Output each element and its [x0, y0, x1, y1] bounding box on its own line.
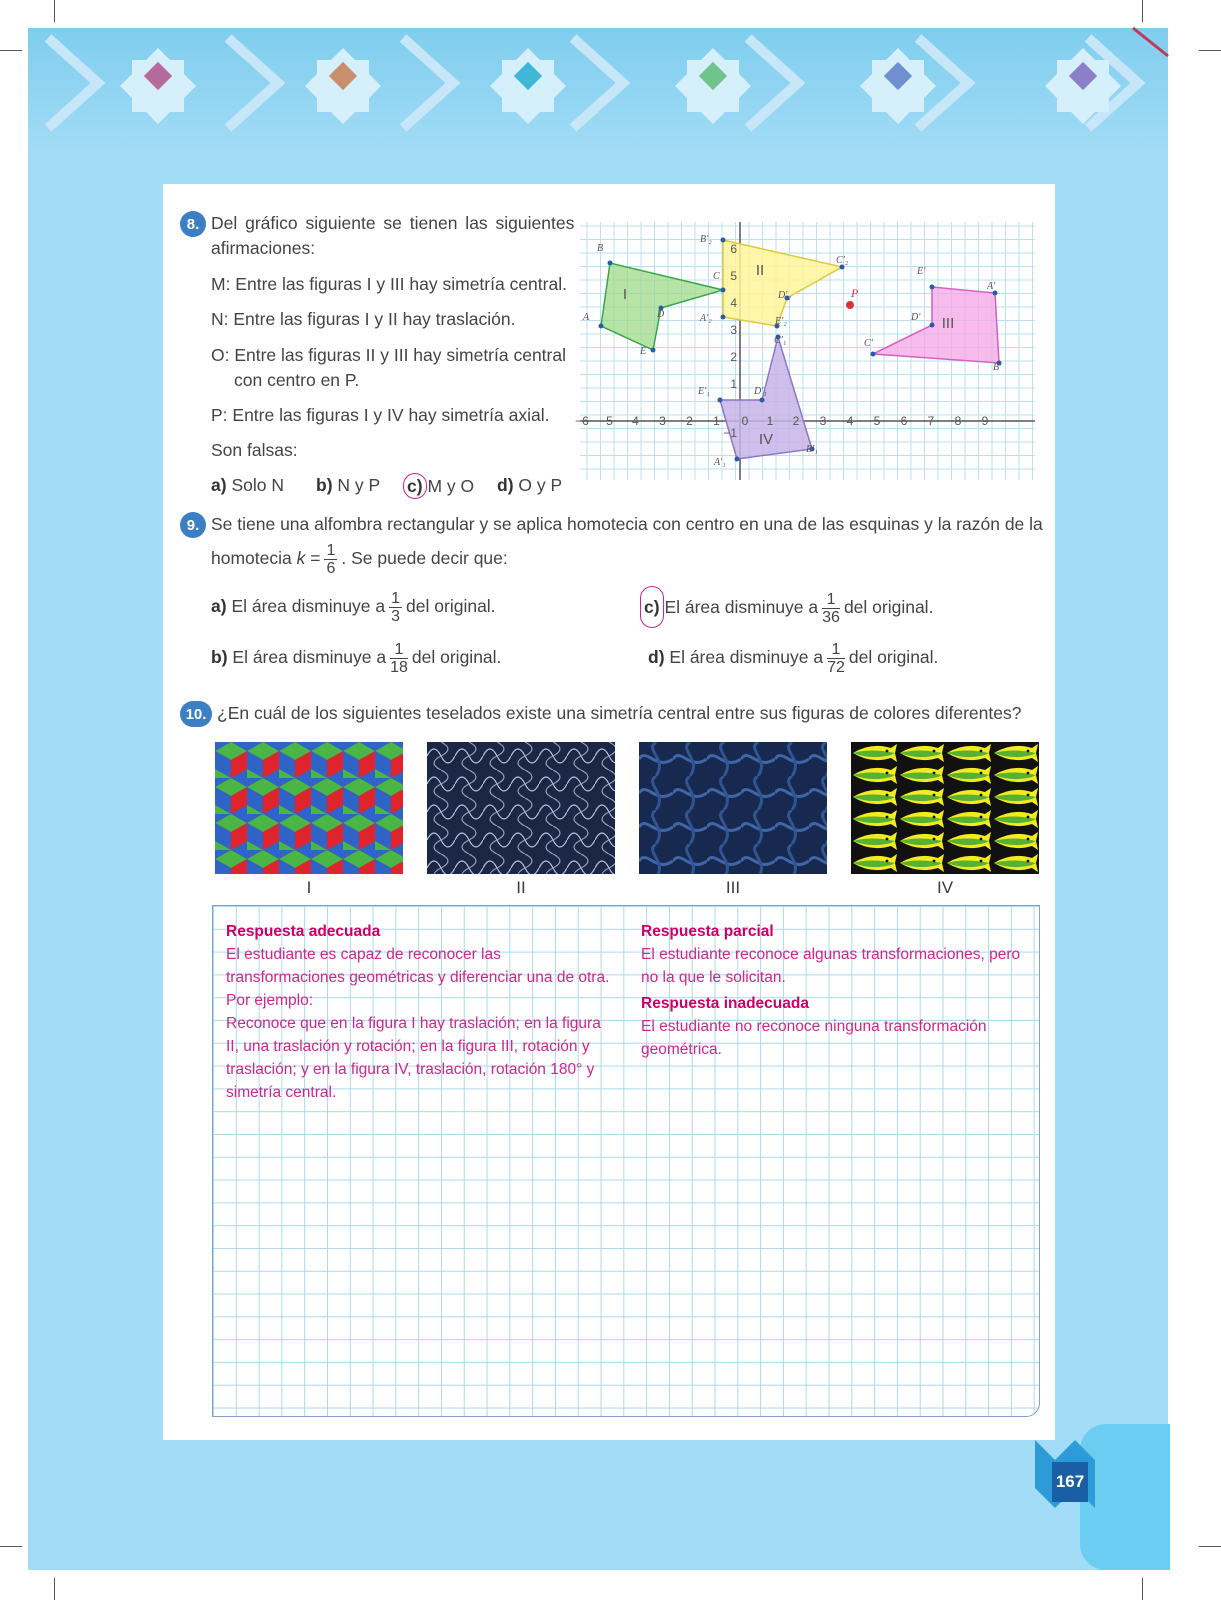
- question-10-text: ¿En cuál de los siguientes teselados existe una simetría central entre sus figuras de colores diferentes?: [217, 703, 1022, 723]
- q9-option-a[interactable]: a) El área disminuye a $\frac{1}{3}$ del original.: [211, 589, 496, 625]
- point-label: B'₁: [806, 444, 818, 455]
- statement-n: N: Entre las figuras I y II hay traslación.: [211, 309, 516, 329]
- page-number: 167: [1052, 1462, 1088, 1502]
- x-tick-label: 8: [954, 414, 962, 428]
- point-label: A': [987, 281, 996, 292]
- rubric-line: II, una traslación y rotación; en la figura III, rotación y: [226, 1038, 590, 1055]
- question-9-number: 9.: [180, 512, 206, 538]
- x-tick-label: −6: [575, 414, 589, 428]
- y-tick-label: 1: [730, 377, 737, 391]
- point-label: A'₁: [714, 457, 726, 468]
- question-9-line1: Se tiene una alfombra rectangular y se aplica homotecia con centro en una de las esquinas y la razón de la: [211, 514, 1043, 534]
- answer-circle: c): [403, 473, 427, 499]
- x-tick-label: 1: [766, 414, 774, 428]
- figure-label-ii: II: [755, 262, 765, 279]
- tessellation-caption-ii: II: [516, 878, 526, 897]
- rubric-line: Reconoce que en la figura I hay traslación; en la figura: [226, 1015, 601, 1032]
- crop-mark: [1199, 50, 1221, 51]
- statement-p: P: Entre las figuras I y IV hay simetría axial.: [211, 405, 550, 425]
- point-label: B: [597, 243, 604, 254]
- tessellation-caption-iv: IV: [936, 878, 954, 897]
- rubric-line: El estudiante es capaz de reconocer las: [226, 946, 501, 963]
- answer-circle: c): [640, 586, 664, 628]
- tessellation-iv[interactable]: [851, 742, 1039, 874]
- point-label: C': [864, 338, 873, 349]
- x-tick-label: −3: [652, 414, 666, 428]
- crop-mark: [1199, 1546, 1221, 1547]
- tessellation-caption-i: I: [306, 878, 312, 897]
- coordinate-graph: [575, 222, 1035, 480]
- q8-option-b[interactable]: b) N y P: [316, 475, 381, 495]
- x-tick-label: 3: [819, 414, 827, 428]
- point-label: E'₂: [775, 316, 787, 327]
- point-label: C'₂: [836, 255, 849, 266]
- point-label: C'₁: [774, 335, 787, 346]
- point-label: C: [713, 271, 720, 282]
- x-tick-label: 2: [792, 414, 800, 428]
- statement-o-cont: con centro en P.: [234, 370, 360, 390]
- crop-mark: [1142, 1578, 1143, 1600]
- crop-mark: [0, 50, 22, 51]
- point-label: B': [993, 362, 1002, 373]
- statement-o: O: Entre las figuras II y III hay simetría central: [211, 345, 566, 365]
- point-label: D': [911, 312, 921, 323]
- tessellation-iii[interactable]: [639, 742, 827, 874]
- point-label: A'₂: [700, 313, 712, 324]
- figure-label-i: I: [622, 286, 628, 303]
- statement-m: M: Entre las figuras I y III hay simetría central.: [211, 274, 567, 294]
- point-p-marker: [846, 301, 854, 309]
- question-8-intro-line1: Del gráfico siguiente se tienen las siguientes: [211, 213, 575, 233]
- x-tick-label: −1: [706, 414, 720, 428]
- q9-option-d[interactable]: d) El área disminuye a $\frac{1}{72}$ del original.: [648, 640, 939, 676]
- y-tick-label: 3: [730, 323, 737, 337]
- point-label: A: [583, 312, 590, 323]
- crop-mark: [54, 0, 55, 22]
- y-tick-label: −1: [723, 426, 737, 440]
- tessellation-caption-iii: III: [725, 878, 741, 897]
- rubric-line: traslación; y en la figura IV, traslación, rotación 180° y: [226, 1061, 595, 1078]
- rubric-line: transformaciones geométricas y diferenciar una de otra.: [226, 969, 610, 986]
- rubric-partial: [641, 920, 1031, 1061]
- crop-mark: [1142, 0, 1143, 22]
- point-label: E': [917, 266, 926, 277]
- figure-label-iv: IV: [758, 431, 774, 448]
- y-tick-label: 2: [730, 350, 737, 364]
- crop-mark: [0, 1546, 22, 1547]
- rubric-inadequate-title: Respuesta inadecuada: [641, 995, 809, 1012]
- rubric-line: simetría central.: [226, 1084, 337, 1101]
- rubric-adequate: [226, 920, 636, 1104]
- x-tick-label: −4: [625, 414, 639, 428]
- q9-option-c[interactable]: c) El área disminuye a $\frac{1}{36}$ del original.: [644, 586, 933, 628]
- question-10-number: 10.: [180, 701, 212, 727]
- question-9-line2: homotecia k = $\frac{1}{6}$ . Se puede decir que:: [211, 541, 508, 577]
- tessellation-i[interactable]: [215, 742, 403, 874]
- point-label: E'₁: [698, 386, 710, 397]
- y-tick-label: 6: [730, 242, 737, 256]
- figure-label-iii: III: [941, 315, 955, 332]
- q9-option-b[interactable]: b) El área disminuye a $\frac{1}{18}$ del original.: [211, 640, 502, 676]
- point-label: D'₁: [754, 386, 767, 397]
- x-tick-label: −5: [599, 414, 613, 428]
- x-tick-label: 9: [981, 414, 989, 428]
- q8-option-a[interactable]: a) Solo N: [211, 475, 284, 495]
- tessellation-ii[interactable]: [427, 742, 615, 874]
- point-label: B'₂: [700, 234, 712, 245]
- question-8-prompt: Son falsas:: [211, 440, 298, 460]
- x-tick-label: 0: [741, 414, 749, 428]
- ratio-fraction: $\frac{1}{6}$: [326, 541, 336, 577]
- decorative-banner: [28, 28, 1168, 153]
- rubric-line: El estudiante reconoce algunas transformaciones, pero: [641, 946, 1021, 963]
- x-tick-label: 4: [846, 414, 854, 428]
- point-label: D: [657, 309, 665, 320]
- point-p-label: P: [851, 286, 859, 300]
- x-tick-label: −2: [679, 414, 693, 428]
- question-8-number: 8.: [180, 211, 206, 237]
- x-tick-label: 7: [927, 414, 935, 428]
- rubric-partial-title: Respuesta parcial: [641, 923, 774, 940]
- rubric-line: no la que le solicitan.: [641, 969, 786, 986]
- x-tick-label: 6: [900, 414, 908, 428]
- rubric-adequate-title: Respuesta adecuada: [226, 923, 381, 940]
- x-tick-label: 5: [873, 414, 881, 428]
- rubric-line: El estudiante no reconoce ninguna transformación: [641, 1018, 987, 1035]
- point-label: D'₂: [778, 290, 791, 301]
- crop-mark: [54, 1578, 55, 1600]
- q8-option-d[interactable]: d) O y P: [497, 475, 563, 495]
- y-tick-label: 5: [730, 269, 737, 283]
- rubric-line: geométrica.: [641, 1041, 722, 1058]
- question-8-intro-line2: afirmaciones:: [211, 238, 316, 258]
- figure-iii-polygon: [873, 287, 999, 363]
- q8-option-c[interactable]: c) M y O: [407, 473, 474, 499]
- y-tick-label: 4: [730, 296, 737, 310]
- rubric-line: Por ejemplo:: [226, 992, 314, 1009]
- point-label: E: [640, 346, 647, 357]
